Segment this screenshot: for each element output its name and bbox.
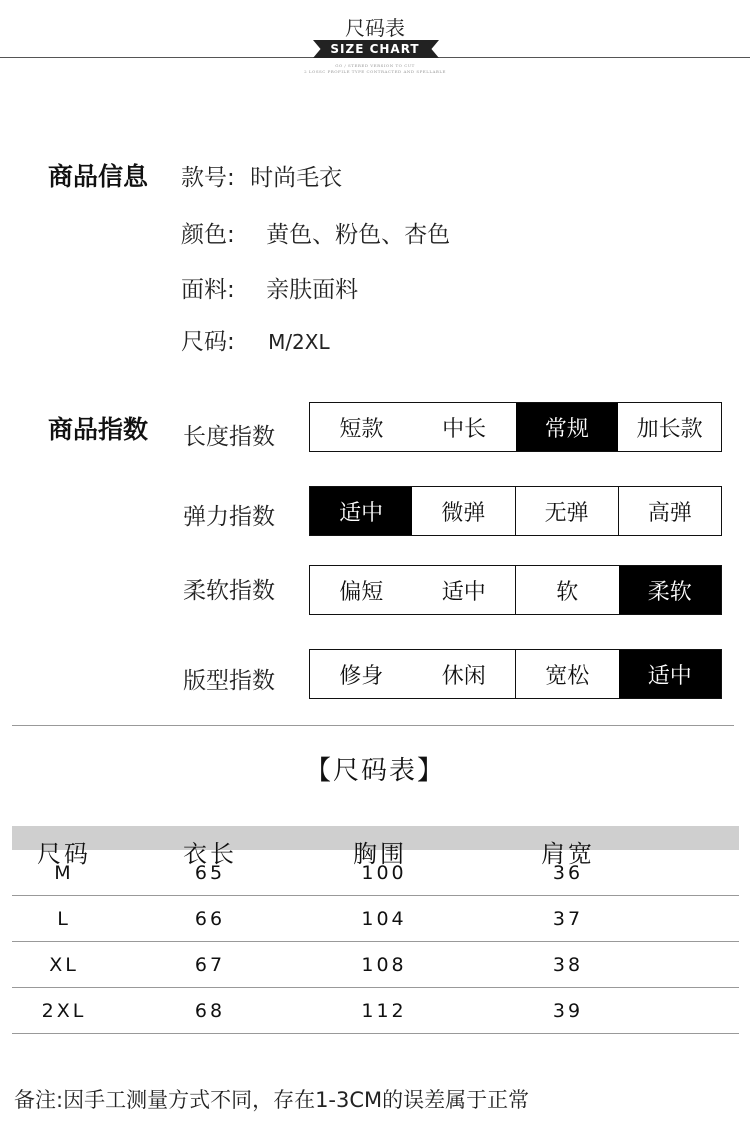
measurement-note: 备注:因手工测量方式不同，存在1-3CM的误差属于正常 — [14, 1088, 530, 1112]
product-index-title: 商品指数 — [48, 415, 149, 444]
column-header: 衣长 — [183, 840, 237, 868]
table-row — [12, 896, 739, 942]
info-row-style — [181, 159, 342, 192]
index-option: 高弹 — [618, 487, 721, 535]
table-cell: 39 — [552, 1000, 584, 1022]
table-cell: 104 — [361, 908, 407, 930]
product-info-title: 商品信息 — [48, 162, 149, 191]
header-tiny-text-2: 2 LOSSC PROFILE TYPE CONTRACTED AND SPELLABLE — [304, 69, 446, 74]
softness-index-options — [309, 565, 722, 615]
table-row — [12, 942, 739, 988]
fit-index-label: 版型指数 — [183, 668, 275, 694]
header-tiny-text-1: GO / STERED VERSION TO CUT — [335, 63, 415, 68]
elasticity-index-label: 弹力指数 — [183, 504, 275, 530]
length-index-options — [309, 402, 722, 452]
column-header: 胸围 — [353, 840, 407, 868]
softness-index-label: 柔软指数 — [183, 578, 275, 604]
length-index-label: 长度指数 — [183, 424, 275, 450]
index-option: 软 — [515, 566, 619, 614]
info-label: 颜色: — [181, 222, 235, 248]
info-label: 面料: — [181, 277, 235, 303]
table-cell: 112 — [361, 1000, 407, 1022]
info-label: 尺码: — [181, 329, 235, 355]
index-option: 适中 — [441, 579, 486, 605]
info-label: 款号: — [181, 165, 235, 191]
index-option: 短款 — [339, 416, 384, 442]
table-row — [12, 850, 739, 896]
table-row — [12, 988, 739, 1034]
index-option: 修身 — [339, 663, 384, 689]
table-cell: XL — [49, 954, 79, 976]
table-cell: 65 — [194, 862, 226, 884]
table-cell: 37 — [552, 908, 584, 930]
size-table-heading: 【尺码表】 — [304, 756, 445, 786]
table-cell: 68 — [194, 1000, 226, 1022]
index-option: 加长款 — [636, 416, 703, 442]
column-header: 肩宽 — [541, 840, 595, 868]
info-value: 时尚毛衣 — [250, 165, 343, 191]
table-cell: 108 — [361, 954, 407, 976]
index-option: 偏短 — [339, 579, 384, 605]
info-row-fabric — [181, 271, 358, 304]
info-value: 黄色、粉色、杏色 — [266, 222, 451, 248]
index-option: 柔软 — [619, 566, 722, 614]
column-header: 尺码 — [37, 840, 91, 868]
elasticity-index-options — [309, 486, 722, 536]
info-value: M/2XL — [268, 330, 330, 354]
table-cell: 36 — [552, 862, 584, 884]
table-cell: 2XL — [41, 1000, 87, 1022]
table-cell: 100 — [361, 862, 407, 884]
index-option: 休闲 — [441, 663, 486, 689]
section-divider — [12, 725, 734, 726]
fit-index-options — [309, 649, 722, 699]
table-cell: 66 — [194, 908, 226, 930]
index-option: 微弹 — [441, 500, 486, 526]
table-cell: 38 — [552, 954, 584, 976]
index-option: 中长 — [442, 416, 487, 442]
info-row-color — [181, 216, 450, 249]
index-option: 宽松 — [515, 650, 619, 698]
page-title: 尺码表 — [345, 16, 405, 40]
table-cell: 67 — [194, 954, 226, 976]
index-option: 无弹 — [515, 487, 618, 535]
table-header — [12, 826, 739, 868]
info-row-size — [181, 323, 330, 356]
table-cell: L — [57, 908, 71, 930]
table-cell: M — [54, 862, 74, 884]
index-option: 适中 — [310, 487, 412, 535]
index-option: 适中 — [619, 650, 722, 698]
size-table — [12, 826, 739, 1034]
index-option: 常规 — [516, 403, 619, 451]
size-chart-subtitle: SIZE CHART — [330, 42, 420, 56]
info-value: 亲肤面料 — [266, 277, 359, 303]
